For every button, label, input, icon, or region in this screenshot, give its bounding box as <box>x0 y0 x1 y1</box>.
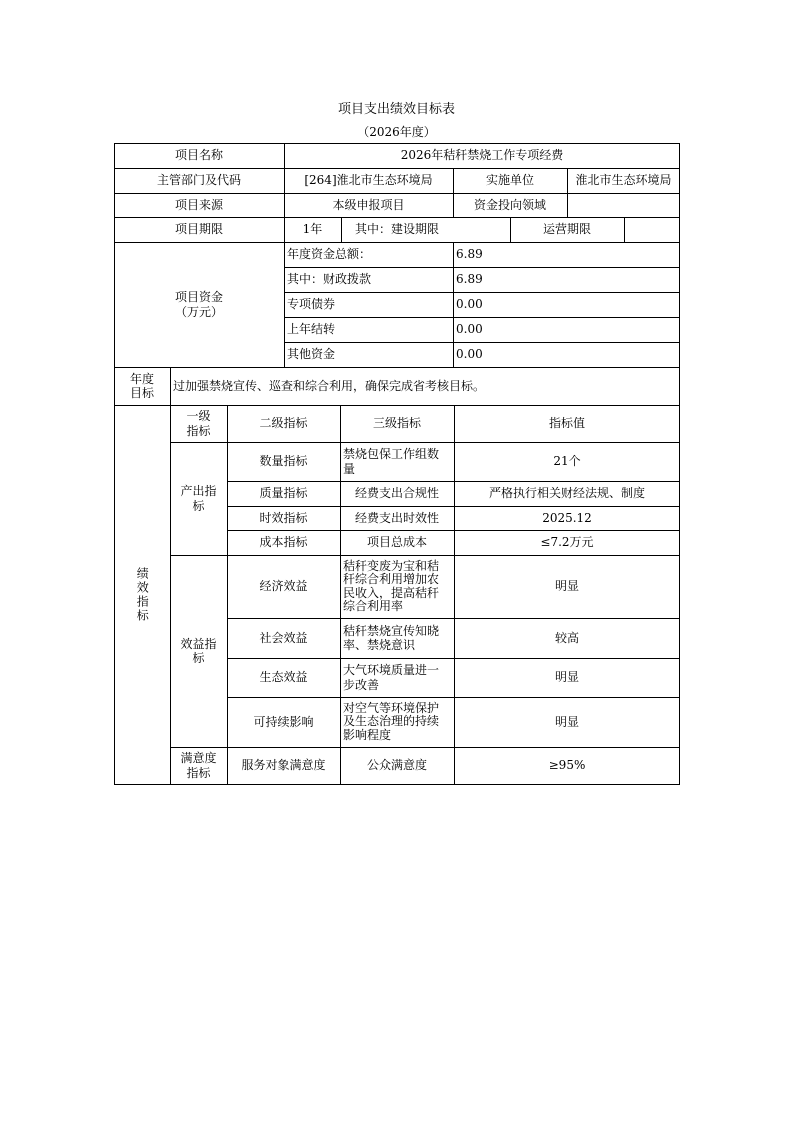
indicator-l3: 禁烧包保工作组数 量 <box>343 447 440 476</box>
indicator-value: ≥95% <box>548 758 586 773</box>
indicator-l2: 时效指标 <box>259 510 308 525</box>
operate-period-label: 运营期限 <box>542 222 591 237</box>
funds-total-label: 年度资金总额： <box>287 247 372 262</box>
funds-carryover-label: 上年结转 <box>287 322 336 337</box>
indicator-value: 严格执行相关财经法规、制度 <box>488 486 645 501</box>
dept-value: [264]淮北市生态环境局 <box>304 173 433 188</box>
funds-bond-label: 专项债券 <box>287 297 336 312</box>
source-value: 本级申报项目 <box>332 197 405 212</box>
header-level3: 三级指标 <box>372 416 421 431</box>
funds-total-value: 6.89 <box>456 247 483 262</box>
dept-label: 主管部门及代码 <box>156 173 241 188</box>
project-name-value: 2026年秸秆禁烧工作专项经费 <box>400 148 564 163</box>
indicator-l3: 大气环境质量进一 步改善 <box>343 663 440 692</box>
header-indicator-value: 指标值 <box>548 416 585 431</box>
satisfaction-indicator-label: 满意度 指标 <box>180 751 217 780</box>
indicator-value: 明显 <box>554 579 579 594</box>
impl-unit-value: 淮北市生态环境局 <box>575 173 672 188</box>
funds-label: 项目资金 （万元） <box>174 290 223 319</box>
header-level2: 二级指标 <box>259 416 308 431</box>
period-label: 项目期限 <box>174 222 223 237</box>
source-label: 项目来源 <box>174 197 223 212</box>
funds-bond-value: 0.00 <box>456 297 483 312</box>
period-value: 1年 <box>302 222 323 237</box>
performance-indicators-text: 绩效指标 <box>135 566 150 623</box>
funds-fiscal-label: 其中：财政拨款 <box>287 272 372 287</box>
impl-unit-label: 实施单位 <box>485 173 534 188</box>
indicator-value: 较高 <box>554 630 579 645</box>
operate-period-value <box>624 217 680 242</box>
indicator-l2: 社会效益 <box>259 630 308 645</box>
indicator-l3: 秸秆变废为宝和秸 秆综合利用增加农 民收入，提高秸秆 综合利用率 <box>343 559 440 613</box>
indicator-value: 明显 <box>554 670 579 685</box>
annual-goal-label: 年度 目标 <box>129 371 154 400</box>
indicator-l3: 公众满意度 <box>366 758 427 773</box>
indicator-l2: 质量指标 <box>259 486 308 501</box>
indicator-value: 2025.12 <box>542 510 592 525</box>
indicator-l3: 对空气等环境保护 及生态治理的持续 影响程度 <box>343 701 440 742</box>
indicator-l3: 经费支出合规性 <box>354 486 439 501</box>
document-year: （2026年度） <box>357 125 436 139</box>
output-indicator-label: 产出指 标 <box>180 484 217 513</box>
indicator-l3: 秸秆禁烧宣传知晓 率、禁烧意识 <box>343 623 440 652</box>
funds-carryover-value: 0.00 <box>456 322 483 337</box>
indicator-value: 明显 <box>554 714 579 729</box>
indicator-l3: 项目总成本 <box>366 535 427 550</box>
project-name-label: 项目名称 <box>174 148 223 163</box>
build-period-value <box>453 217 510 242</box>
funds-fiscal-value: 6.89 <box>456 272 483 287</box>
indicator-l2: 成本指标 <box>259 535 308 550</box>
indicator-l2: 生态效益 <box>259 670 308 685</box>
header-level1: 一级 指标 <box>186 409 211 438</box>
build-period-label: 其中：建设期限 <box>354 222 439 237</box>
annual-goal-text: 过加强禁烧宣传、巡查和综合利用，确保完成省考核目标。 <box>173 378 486 393</box>
benefit-indicator-label: 效益指 标 <box>180 636 217 665</box>
performance-indicators-label <box>114 405 170 784</box>
document-title: 项目支出绩效目标表 <box>337 102 455 117</box>
funds-other-value: 0.00 <box>456 347 483 362</box>
indicator-l2: 经济效益 <box>259 579 308 594</box>
indicator-l2: 可持续影响 <box>253 714 314 729</box>
indicator-value: 21个 <box>553 454 581 469</box>
indicator-l2: 服务对象满意度 <box>241 758 326 773</box>
field-label: 资金投向领域 <box>473 197 546 212</box>
indicator-l2: 数量指标 <box>259 454 308 469</box>
funds-other-label: 其他资金 <box>287 347 336 362</box>
indicator-l3: 经费支出时效性 <box>354 510 439 525</box>
indicator-value: ≤7.2万元 <box>540 535 594 550</box>
field-value <box>567 193 680 217</box>
